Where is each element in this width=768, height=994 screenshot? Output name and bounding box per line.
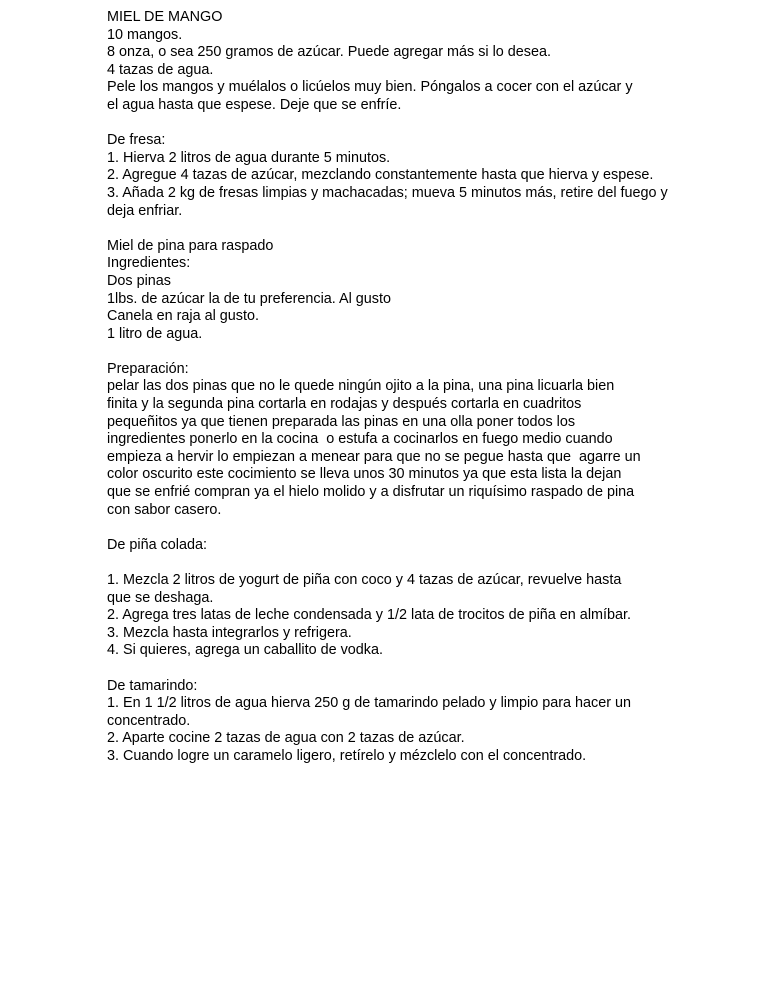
- text-line: con sabor casero.: [107, 501, 222, 518]
- text-line: 1 litro de agua.: [107, 325, 203, 342]
- text-line: pequeñitos ya que tienen preparada las pinas en una olla poner todos los: [107, 413, 576, 430]
- spacer: [107, 660, 707, 678]
- section-pina-colada: [107, 537, 707, 660]
- spacer: [107, 519, 707, 537]
- spacer: [107, 554, 707, 572]
- text-line: 1. Hierva 2 litros de agua durante 5 minutos.: [107, 149, 391, 166]
- text-line: ingredientes ponerlo en la cocina o estufa a cocinarlos en fuego medio cuando: [107, 431, 613, 448]
- section-preparacion: [107, 361, 707, 519]
- text-line: deja enfriar.: [107, 202, 183, 219]
- text-line: 3. Cuando logre un caramelo ligero, retírelo y mézclelo con el concentrado.: [107, 747, 587, 764]
- text-line: concentrado.: [107, 712, 191, 729]
- text-line: 2. Aparte cocine 2 tazas de agua con 2 tazas de azúcar.: [107, 730, 465, 747]
- text-line: 4 tazas de agua.: [107, 61, 214, 78]
- text-line: 1. Mezcla 2 litros de yogurt de piña con coco y 4 tazas de azúcar, revuelve hasta: [107, 572, 622, 588]
- text-line: 10 mangos.: [107, 26, 183, 43]
- text-line: empieza a hervir lo empiezan a menear para que no se pegue hasta que agarre un: [107, 448, 641, 465]
- text-line: Pele los mangos y muélalos o licúelos muy bien. Póngalos a cocer con el azúcar y: [107, 79, 633, 96]
- text-line: 2. Agrega tres latas de leche condensada y 1/2 lata de trocitos de piña en almíbar.: [107, 607, 631, 624]
- text-line: finita y la segunda pina cortarla en rodajas y después cortarla en cuadritos: [107, 396, 582, 413]
- spacer: [107, 220, 707, 238]
- section-fresa: [107, 132, 707, 220]
- section-mango: [107, 9, 707, 115]
- text-line: que se enfrié compran ya el hielo molido y a disfrutar un riquísimo raspado de pina: [107, 484, 635, 501]
- text-line: color oscurito este cocimiento se lleva unos 30 minutos ya que esta lista la dejan: [107, 466, 622, 483]
- section-title-pina: Miel de pina para raspado: [107, 237, 274, 254]
- text-line: 1lbs. de azúcar la de tu preferencia. Al gusto: [107, 290, 391, 307]
- spacer: [107, 343, 707, 361]
- section-title-preparacion: Preparación:: [107, 360, 189, 377]
- text-line: Ingredientes:: [107, 255, 191, 272]
- text-line: 3. Mezcla hasta integrarlos y refrigera.: [107, 624, 352, 641]
- document-page: [107, 9, 707, 766]
- text-line: 2. Agregue 4 tazas de azúcar, mezclando constantemente hasta que hierva y espese.: [107, 167, 654, 184]
- section-title-fresa: De fresa:: [107, 132, 166, 149]
- spacer: [107, 115, 707, 133]
- section-title-pina-colada: De piña colada:: [107, 536, 208, 553]
- text-line: pelar las dos pinas que no le quede ningún ojito a la pina, una pina licuarla bien: [107, 378, 615, 395]
- text-line: Canela en raja al gusto.: [107, 308, 260, 325]
- text-line: 3. Añada 2 kg de fresas limpias y machacadas; mueva 5 minutos más, retire del fuego y: [107, 184, 668, 201]
- section-title-tamarindo: De tamarindo:: [107, 677, 198, 694]
- section-pina: [107, 238, 707, 344]
- text-line: 4. Si quieres, agrega un caballito de vodka.: [107, 642, 384, 659]
- section-title-mango: MIEL DE MANGO: [107, 9, 223, 25]
- text-line: 1. En 1 1/2 litros de agua hierva 250 g de tamarindo pelado y limpio para hacer un: [107, 695, 631, 712]
- text-line: que se deshaga.: [107, 589, 214, 606]
- section-tamarindo: [107, 678, 707, 766]
- text-line: 8 onza, o sea 250 gramos de azúcar. Puede agregar más si lo desea.: [107, 44, 551, 61]
- text-line: Dos pinas: [107, 272, 171, 289]
- text-line: el agua hasta que espese. Deje que se enfríe.: [107, 96, 402, 113]
